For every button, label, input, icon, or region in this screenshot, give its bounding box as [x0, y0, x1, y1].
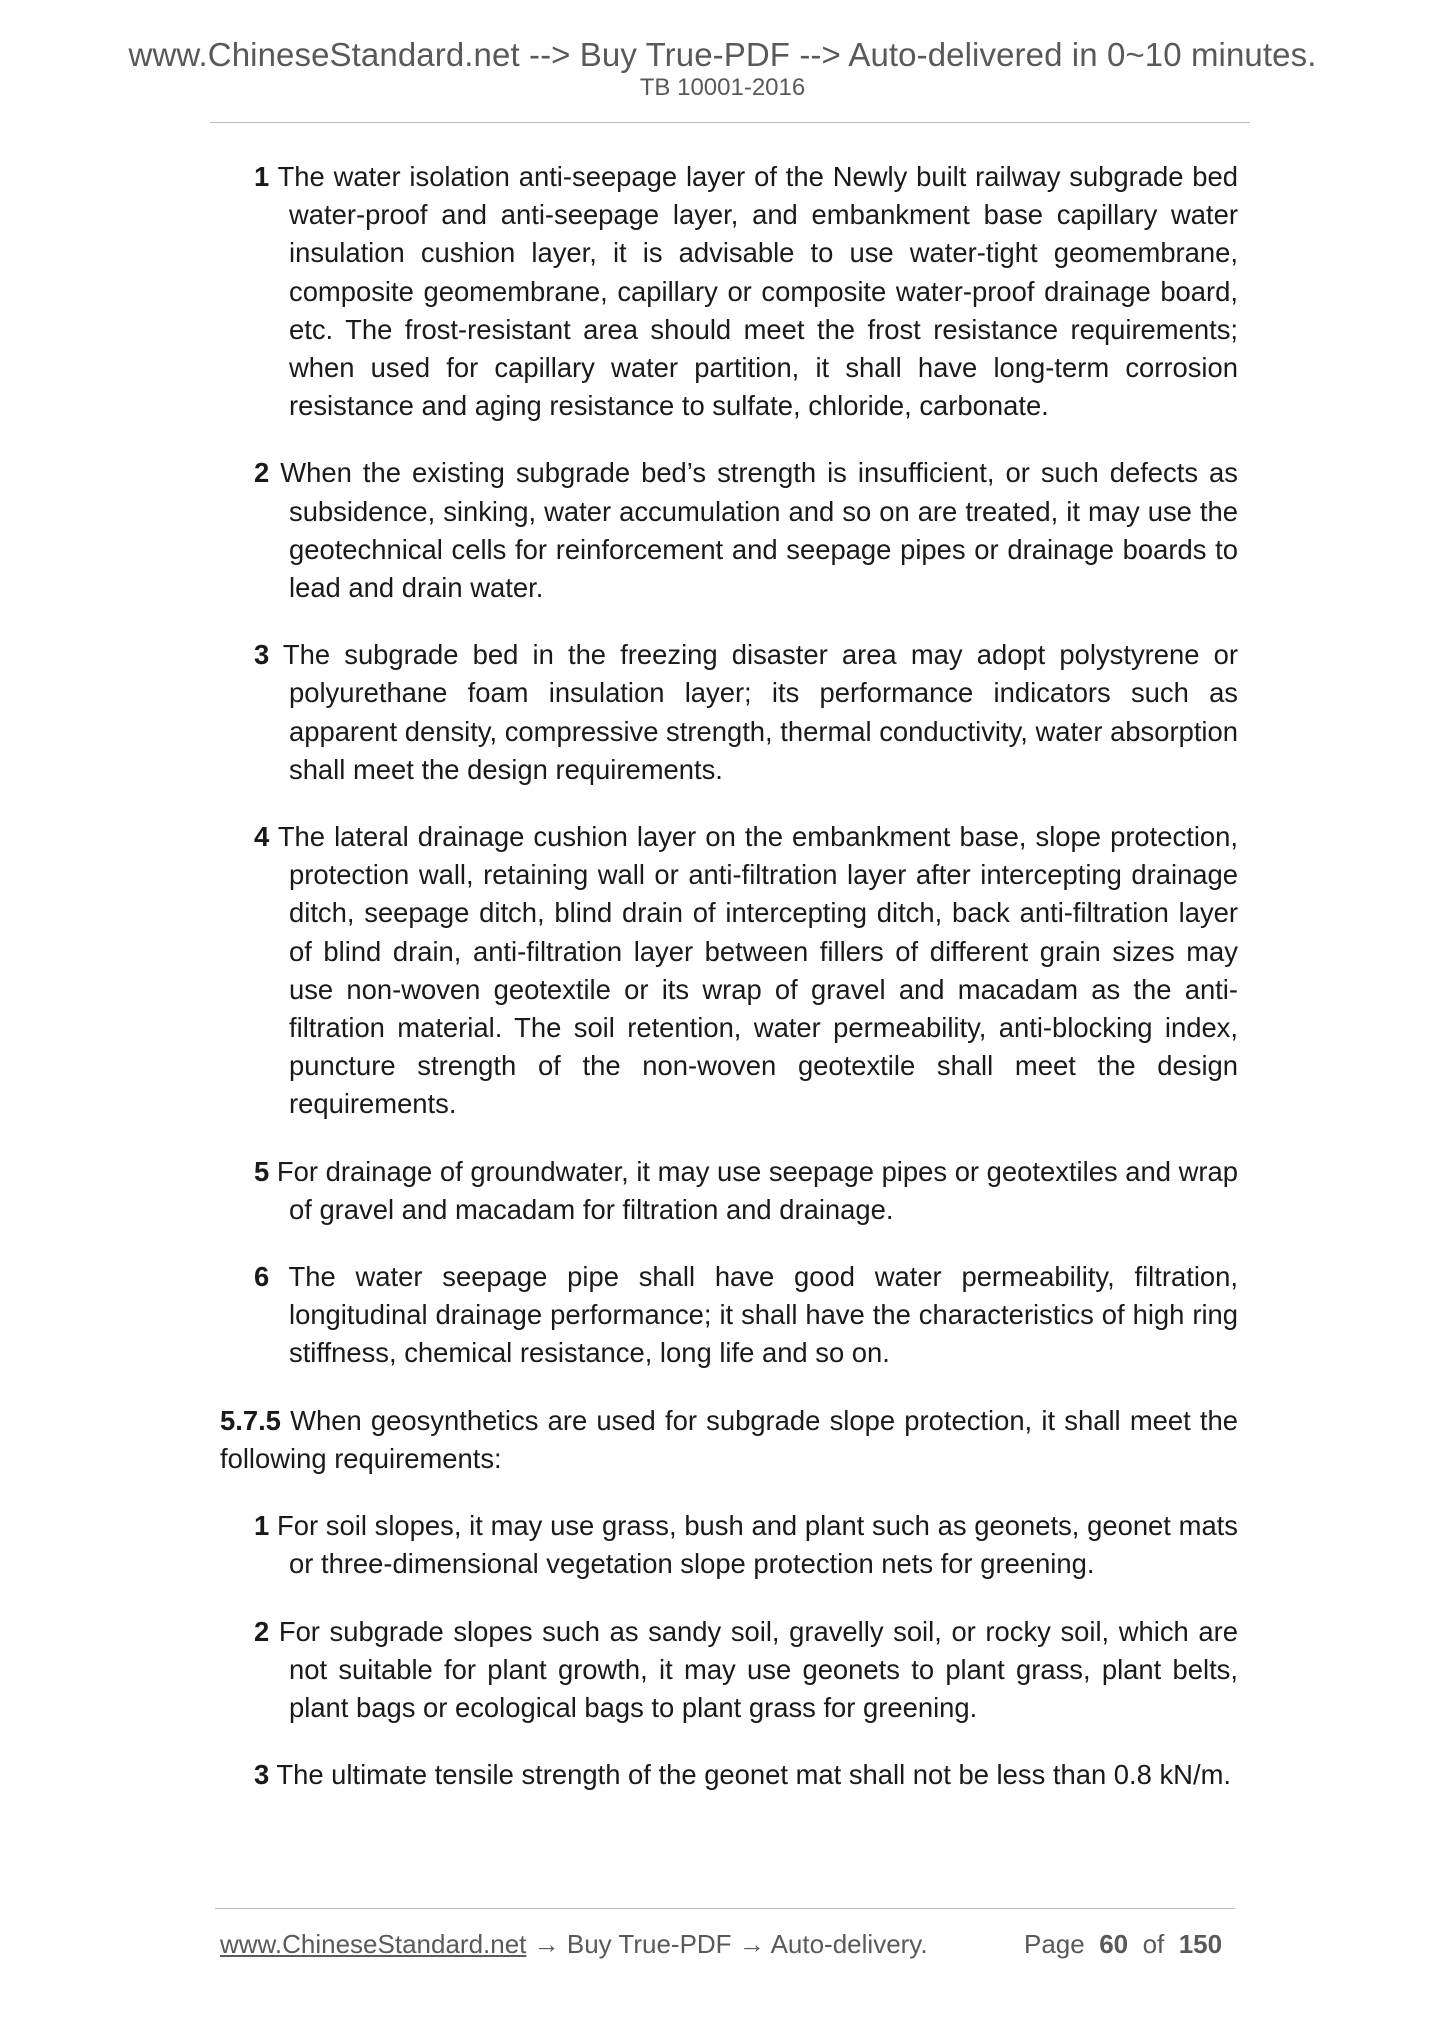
list-item	[220, 1153, 1238, 1229]
site-link[interactable]: www.ChineseStandard.net	[220, 1929, 527, 1959]
item-text: For drainage of groundwater, it may use seepage pipes or geotextiles and wrap of gravel and macadam for filtration and drainage.	[276, 1155, 1238, 1225]
item-text: The ultimate tensile strength of the geonet mat shall not be less than 0.8 kN/m.	[276, 1759, 1231, 1791]
item-text: For soil slopes, it may use grass, bush and plant such as geonets, geonet mats or three-dimensional vegetation slope protection nets for greening.	[276, 1510, 1238, 1580]
list-item	[220, 454, 1238, 607]
list-item	[220, 818, 1238, 1124]
list-item	[220, 636, 1238, 789]
item-number: 2	[254, 457, 270, 489]
item-number: 5	[254, 1155, 270, 1187]
list-item	[220, 1613, 1238, 1728]
item-text: For subgrade slopes such as sandy soil, gravelly soil, or rocky soil, which are not suitable for plant growth, it may use geonets to plant grass, plant belts, plant bags or ecological bags to plant grass for greening.	[278, 1615, 1238, 1723]
item-number: 2	[254, 1615, 270, 1647]
clause-text: When geosynthetics are used for subgrade slope protection, it shall meet the following requirements:	[220, 1404, 1238, 1474]
clause-number: 5.7.5	[220, 1404, 281, 1436]
item-text: The water seepage pipe shall have good water permeability, filtration, longitudinal drainage performance; it shall have the characteristics of high ring stiffness, chemical resistance, long life and so on.	[288, 1261, 1238, 1369]
footer-divider	[215, 1908, 1235, 1909]
footer-tagline: → Buy True-PDF → Auto-delivery.	[526, 1929, 928, 1959]
list-item	[220, 1756, 1238, 1794]
page-total: 150	[1178, 1929, 1223, 1959]
item-text: The water isolation anti-seepage layer of the Newly built railway subgrade bed water-proof and anti-seepage layer, and embankment base capillary water insulation cushion layer, it is advisable to use water-tight geomembrane, composite geomembrane, capillary or composite water-proof drainage board, etc. The frost-resistant area should meet the frost resistance requirements; when used for capillary water partition, it shall have long-term corrosion resistance and aging resistance to sulfate, chloride, carbonate.	[277, 161, 1238, 422]
page-indicator	[1024, 1931, 1222, 1957]
list-item	[220, 1258, 1238, 1373]
clause-paragraph	[220, 1402, 1238, 1478]
item-number: 1	[254, 161, 270, 192]
page-body	[220, 158, 1238, 1823]
item-number: 4	[254, 821, 270, 853]
page-number: 60	[1099, 1929, 1129, 1959]
header-divider	[210, 122, 1250, 123]
list-item	[220, 1507, 1238, 1583]
document-code: TB 10001-2016	[639, 74, 806, 101]
page-label: Page	[1024, 1929, 1085, 1959]
item-text: The subgrade bed in the freezing disaster area may adopt polystyrene or polyurethane foam insulation layer; its performance indicators such as apparent density, compressive strength, thermal conductivity, water absorption shall meet the design requirements.	[282, 639, 1239, 785]
footer-links	[220, 1931, 928, 1957]
top-banner: www.ChineseStandard.net --> Buy True-PDF --> Auto-delivered in 0~10 minutes.	[128, 36, 1317, 73]
of-label: of	[1142, 1929, 1165, 1959]
list-item	[220, 158, 1238, 425]
item-number: 6	[254, 1261, 270, 1293]
item-number: 1	[254, 1510, 270, 1542]
item-number: 3	[254, 639, 270, 671]
item-text: The lateral drainage cushion layer on the embankment base, slope protection, protection wall, retaining wall or anti-filtration layer after intercepting drainage ditch, seepage ditch, blind drain of intercepting ditch, back anti-filtration layer of blind drain, anti-filtration layer between fillers of different grain sizes may use non-woven geotextile or its wrap of gravel and macadam as the anti-filtration material. The soil retention, water permeability, anti-blocking index, puncture strength of the non-woven geotextile shall meet the design requirements.	[277, 821, 1238, 1120]
item-text: When the existing subgrade bed’s strength is insufficient, or such defects as subsidence, sinking, water accumulation and so on are treated, it may use the geotechnical cells for reinforcement and seepage pipes or drainage boards to lead and drain water.	[280, 457, 1238, 604]
item-number: 3	[254, 1759, 270, 1791]
